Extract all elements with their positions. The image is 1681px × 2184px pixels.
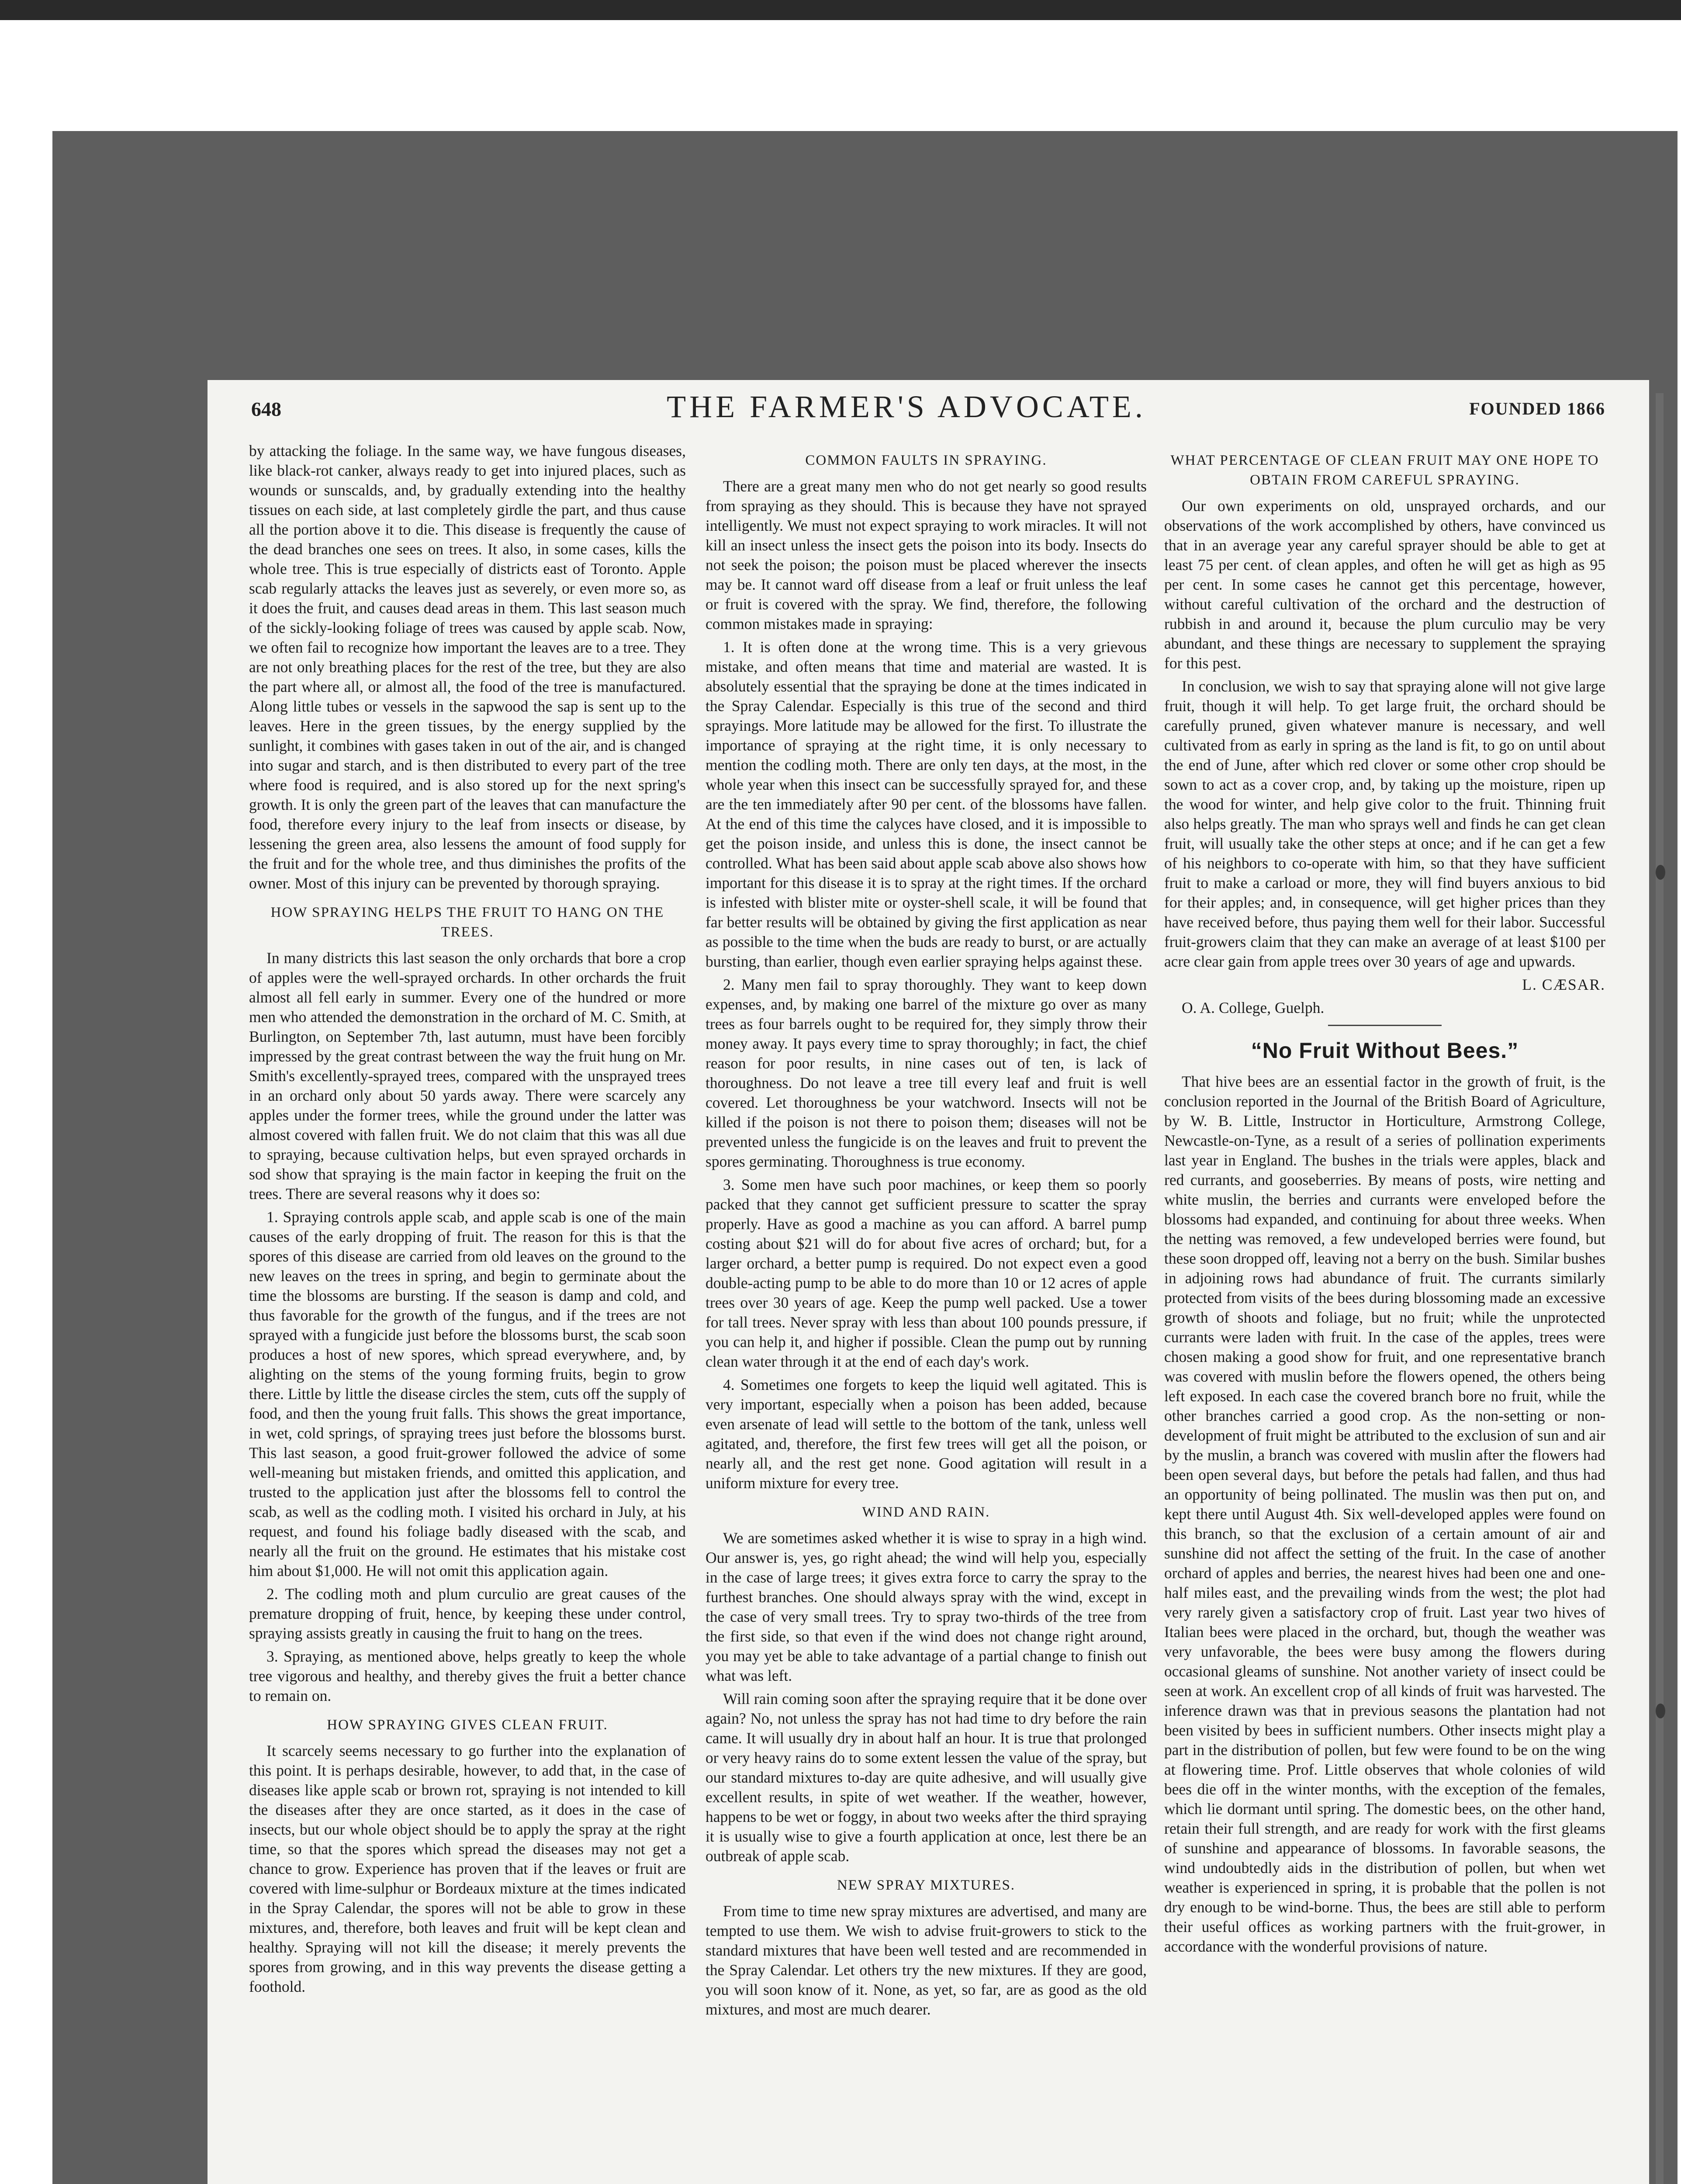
paragraph: 3. Some men have such poor machines, or keep them so poorly packed that they cannot get sufficient pressure to scatter the spray properly. Have as good a machine as you can afford. A barrel pump costing about $21 will do for about five acres of orchard; but, for a larger orchard, a better pump is required. Do not expect even a good double-acting pump to be able to do more than 10 or 12 acres of apple trees over 30 years of age. Keep the pump well packed. Use a tower for tall trees. Never spray with less than about 100 pounds pressure, if you can help it, and higher if possible. Clean the pump out by running clean water through it at the end of each day's work. bbox=[706, 1176, 1147, 1370]
paragraph: 3. Spraying, as mentioned above, helps greatly to keep the whole tree vigorous and healthy, and thereby gives the fruit a better chance to remain on. bbox=[249, 1648, 686, 1704]
paragraph: We are sometimes asked whether it is wise to spray in a high wind. Our answer is, yes, go right ahead; the wind will help you, especially in the case of large trees; it gives extra force to carry the spray to the furthest branches. One should always spray with the wind, except in the case of very small trees. Try to spray two-thirds of the tree from the first side, so that even if the wind does not change right around, you may yet be able to take advantage of a partial change to finish out what was left. bbox=[706, 1529, 1147, 1684]
founded-line: FOUNDED 1866 bbox=[1469, 399, 1605, 418]
binding-hole bbox=[1656, 1704, 1665, 1718]
scan-top-edge bbox=[0, 0, 1681, 20]
newspaper-page bbox=[208, 380, 1649, 2184]
running-head bbox=[251, 389, 1605, 428]
paragraph: 2. The codling moth and plum curculio are great causes of the premature dropping of fruit, hence, by keeping these under control, spraying assists greatly in causing the fruit to hang on the trees. bbox=[249, 1585, 686, 1642]
paragraph: In conclusion, we wish to say that spraying alone will not give large fruit, though it will help. To get large fruit, the orchard should be carefully pruned, given whatever manure is necessary, and well cultivated from as early in spring as the land is fit, to go on until about the end of June, after which red clover or some other crop should be sown to act as a cover crop, and, by taking up the moisture, ripen up the wood for winter, and help give color to the fruit. Thinning fruit also helps greatly. The man who sprays well and finds he can get clean fruit, will usually take the other steps at once; and if he can get a few of his neighbors to co-operate with him, so that they have sufficient fruit to make a carload or more, they will find buyers anxious to bid for their apples; and, in consequence, will get higher prices than they have received before, thus paying them well for their labor. Successful fruit-growers claim that they can make an average of at least $100 per acre clear gain from apple trees over 30 years of age and upwards. bbox=[1164, 677, 1605, 970]
author-affiliation: O. A. College, Guelph. bbox=[1182, 999, 1325, 1016]
paragraph: 4. Sometimes one forgets to keep the liquid well agitated. This is very important, especially when a poison has been added, because even arsenate of lead will settle to the bottom of the tank, unless well agitated, and, therefore, the first few trees will get all the poison, or nearly all, and the rest get none. Good agitation will result in a uniform mixture for every tree. bbox=[706, 1376, 1147, 1492]
paragraph: Will rain coming soon after the spraying require that it be done over again? No, not unless the spray has not had time to dry before the rain came. It will usually dry in about half an hour. It is true that prolonged or very heavy rains do to some extent lessen the value of the spray, but our standard mixtures to-day are quite adhesive, and will usually give excellent results, in spite of wet weather. If the weather, however, happens to be wet or foggy, in about two weeks after the third spraying it is usually wise to give a fourth application at once, lest there be an outbreak of apple scab. bbox=[706, 1690, 1147, 1865]
paragraph: From time to time new spray mixtures are advertised, and many are tempted to use them. We wish to advise fruit-growers to stick to the standard mixtures that have been well tested and are recommended in the Spray Calendar. Let others try the new mixtures. If they are good, you will soon know of it. None, as yet, so far, are as good as the old mixtures, and most are much dearer. bbox=[706, 1902, 1147, 2018]
section-heading: WHAT PERCENTAGE OF CLEAN FRUIT MAY ONE HOPE TO OBTAIN FROM CAREFUL SPRAYING. bbox=[1170, 453, 1599, 488]
article-headline: “No Fruit Without Bees.” bbox=[1251, 1038, 1519, 1063]
section-heading: HOW SPRAYING GIVES CLEAN FRUIT. bbox=[327, 1717, 608, 1733]
paragraph: In many districts this last season the only orchards that bore a crop of apples were the well-sprayed orchards. In other orchards the fruit almost all fell early in summer. Every one of the hundred or more men who attended the demonstration in the orchard of M. C. Smith, at Burlington, on September 7th, last autumn, must have been forcibly impressed by the great contrast between the way the fruit hung on Mr. Smith's excellently-sprayed trees, compared with the unsprayed trees in an orchard only about 50 yards away. There were scarcely any apples under the former trees, while the ground under the latter was almost covered with fallen fruit. We do not claim that this was all due to spraying, because cultivation helps, but even sprayed orchards in sod show that spraying is the main factor in keeping the fruit on the trees. There are several reasons why it does so: bbox=[249, 949, 686, 1203]
column-1 bbox=[249, 441, 686, 2184]
author-signature: L. CÆSAR. bbox=[1522, 976, 1605, 993]
column-3 bbox=[1164, 441, 1605, 2184]
section-heading: WIND AND RAIN. bbox=[862, 1504, 990, 1520]
section-heading: NEW SPRAY MIXTURES. bbox=[837, 1877, 1016, 1893]
paragraph: Our own experiments on old, unsprayed orchards, and our observations of the work accomplished by others, have convinced us that in an average year any careful sprayer should be able to get at least 75 per cent. of clean apples, and often he will get as high as 95 per cent. In some cases he cannot get this percentage, however, without careful cultivation of the orchard and the destruction of rubbish in and around it, because the plum curculio may be very abundant, and these things are necessary to supplement the spraying for this pest. bbox=[1164, 497, 1605, 672]
section-heading: HOW SPRAYING HELPS THE FRUIT TO HANG ON THE TREES. bbox=[270, 905, 664, 940]
paragraph: That hive bees are an essential factor in the growth of fruit, is the conclusion reported in the Journal of the British Board of Agriculture, by W. B. Little, Instructor in Horticulture, Armstrong College, Newcastle-on-Tyne, as a result of a series of pollination experiments last year in England. The bushes in the trials were apples, black and red currants, and gooseberries. By means of posts, wire netting and white muslin, the berries and currants were enveloped before the blossoms had expanded, and continuing for about three weeks. When the netting was removed, a few undeveloped berries were found, but these soon dropped off, leaving not a berry on the bush. Similar bushes in adjoining rows had abundance of fruit. The currants similarly protected from visits of the bees during blossoming made an excessive growth of shoots and foliage, but no fruit; while the unprotected currants were laden with fruit. In the case of the apples, trees were chosen making a good show for fruit, and one representative branch was covered with muslin before the flowers opened, the others being left exposed. In each case the covered branch bore no fruit, while the other branches carried a good crop. As the non-setting or non-development of fruit might be attributed to the exclusion of sun and air by the muslin, a branch was covered with muslin after the flowers had been open several days, but before the petals had fallen, and thus had an opportunity of being pollinated. The muslin was then put on, and kept there until August 4th. Six well-developed apples were found on this branch, so that the exclusion of a certain amount of air and sunshine did not affect the setting of the fruit. In the case of another orchard of apples and berries, the nearest hives had been one and one-half miles east, and the prevailing winds from the west; the plot had very rarely given a satisfactory crop of fruit. Last year two hives of Italian bees were placed in the orchard, but, though the weather was very unfavorable, the bees were busy among the flowers during occasional gleams of sunshine. Not another variety of insect could be seen at work. An excellent crop of all kinds of fruit was harvested. The inference drawn was that in previous seasons the plantation had not been visited by bees in sufficient numbers. Other insects might play a part in the distribution of pollen, but few were found to be on the wing at flowering time. Prof. Little observes that whole colonies of wild bees die off in the winter months, with the exception of the females, which lie dormant until spring. The domestic bees, on the other hand, retain their full strength, and are ready for work with the first gleams of sunshine and appearance of blossoms. In favorable seasons, the wind undoubtedly aids in the distribution of pollen, but when wet weather is experienced in spring, it is probable that the pollen is not dry enough to be wind-borne. Thus, the bees are still able to perform their useful offices as working partners with the fruit-grower, in accordance with the wonderful provisions of nature. bbox=[1164, 1073, 1605, 1955]
paragraph: 2. Many men fail to spray thoroughly. They want to keep down expenses, and, by making one barrel of the mixture go over as many trees as four barrels ought to be required for, they simply throw their money away. It pays every time to spray thoroughly; in fact, the chief reason for poor results, in nine cases out of ten, is lack of thoroughness. Do not leave a tree till every leaf and fruit is well covered. Let thoroughness be your watchword. Insects will not be killed if the poison is not there to poison them; diseases will not be prevented unless the fungicide is on the leaves and fruit to prevent the spores germinating. Thoroughness is true economy. bbox=[706, 976, 1147, 1170]
paragraph: There are a great many men who do not get nearly so good results from spraying as they should. This is because they have not sprayed intelligently. We must not expect spraying to work miracles. It will not kill an insect unless the insect gets the poison into its body. Insects do not seek the poison; the poison must be placed wherever the insects may be. It cannot ward off disease from a leaf or fruit unless the leaf or fruit is covered with the spray. We find, therefore, the following common mistakes made in spraying: bbox=[706, 477, 1147, 632]
paragraph: 1. It is often done at the wrong time. This is a very grievous mistake, and often means that time and material are wasted. It is absolutely essential that the spraying be done at the times indicated in the Spray Calendar. Especially is this true of the second and third sprayings. More latitude may be allowed for the first. To illustrate the importance of spraying at the right time, it is only necessary to mention the codling moth. There are only ten days, at the most, in the whole year when this insect can be successfully sprayed for, and these are the ten immediately after 90 per cent. of the blossoms have fallen. At the end of this time the calyces have closed, and it is impossible to get the poison inside, and unless this is done, the insect cannot be controlled. What has been said about apple scab above also shows how important for this disease it is to spray at the right times. If the orchard is infested with blister mite or oyster-shell scale, it will be found that far better results will be obtained by giving the first application as near as possible to the time when the buds are ready to burst, or are actually bursting, than earlier, though even earlier spraying helps against these. bbox=[706, 638, 1147, 970]
masthead-title: THE FARMER'S ADVOCATE. bbox=[667, 389, 1146, 424]
section-heading: COMMON FAULTS IN SPRAYING. bbox=[805, 453, 1047, 468]
column-2 bbox=[706, 441, 1147, 2184]
page-fold-shadow bbox=[1656, 393, 1664, 2184]
paragraph: It scarcely seems necessary to go further into the explanation of this point. It is perhaps desirable, however, to add that, in the case of diseases like apple scab or brown rot, spraying is not intended to kill the diseases after they are once started, as it does in the case of insects, but our whole object should be to apply the spray at the right time, so that the spores which spread the diseases may not get a chance to grow. Experience has proven that if the leaves or fruit are covered with lime-sulphur or Bordeaux mixture at the times indicated in the Spray Calendar, the spores will not be able to grow in these mixtures, and, therefore, both leaves and fruit will be kept clean and healthy. Spraying will not kill the disease; it merely prevents the spores from growing, and in this way prevents the disease getting a foothold. bbox=[249, 1742, 686, 1995]
section-divider bbox=[1328, 1025, 1442, 1026]
page-number: 648 bbox=[251, 398, 281, 420]
paragraph: 1. Spraying controls apple scab, and apple scab is one of the main causes of the early dropping of fruit. The reason for this is that the spores of this disease are carried from old leaves on the ground to the new leaves on the trees in spring, and begin to germinate about the time the blossoms are bursting. If the season is damp and cold, and thus favorable for the growth of the fungus, and if the trees are not sprayed with a fungicide just before the blossoms burst, the scab soon produces a host of new spores, which spread everywhere, and, by alighting on the stems of the young forming fruits, begin to grow there. Little by little the disease circles the stem, cuts off the supply of food, and then the young fruit falls. This shows the great importance, in wet, cold springs, of spraying trees just before the blossoms burst. This last season, a good fruit-grower followed the advice of some well-meaning but mistaken friends, and omitted this application, and trusted to the application just after the blossoms fell to control the scab, as well as the codling moth. I visited his orchard in July, at his request, and found his foliage badly diseased with the scab, and nearly all the fruit on the ground. He estimates that his mistake cost him about $1,000. He will not omit this application again. bbox=[249, 1208, 686, 1579]
paragraph: by attacking the foliage. In the same way, we have fungous diseases, like black-rot canker, always ready to get into injured places, such as wounds or sunscalds, and, by gradually extending into the healthy tissues on each side, at last completely girdle the part, and thus cause all the portion above it to die. This disease is frequently the cause of the dead branches one sees on trees. It also, in some cases, kills the whole tree. This is true especially of districts east of Toronto. Apple scab regularly attacks the leaves just as severely, or even more so, as it does the fruit, and causes dead areas in them. This last season much of the sickly-looking foliage of trees was caused by apple scab. Now, we often fail to recognize how important the leaves are to a tree. They are not only breathing places for the rest of the tree, but they are also the part where all, or almost all, the food of the tree is manufactured. Along little tubes or vessels in the sapwood the sap is sent up to the leaves. Here in the green tissues, by the energy supplied by the sunlight, it combines with gases taken in out of the air, and is changed into sugar and starch, and is then distributed to every part of the tree where food is required, and is also stored up for the next spring's growth. It is only the green part of the leaves that can manufacture the food, therefore every injury to the leaf from insects or disease, by lessening the green area, also lessens the amount of food supply for the fruit and for the whole tree, and thus diminishes the profits of the owner. Most of this injury can be prevented by thorough spraying. bbox=[249, 442, 686, 892]
binding-hole bbox=[1656, 865, 1665, 880]
